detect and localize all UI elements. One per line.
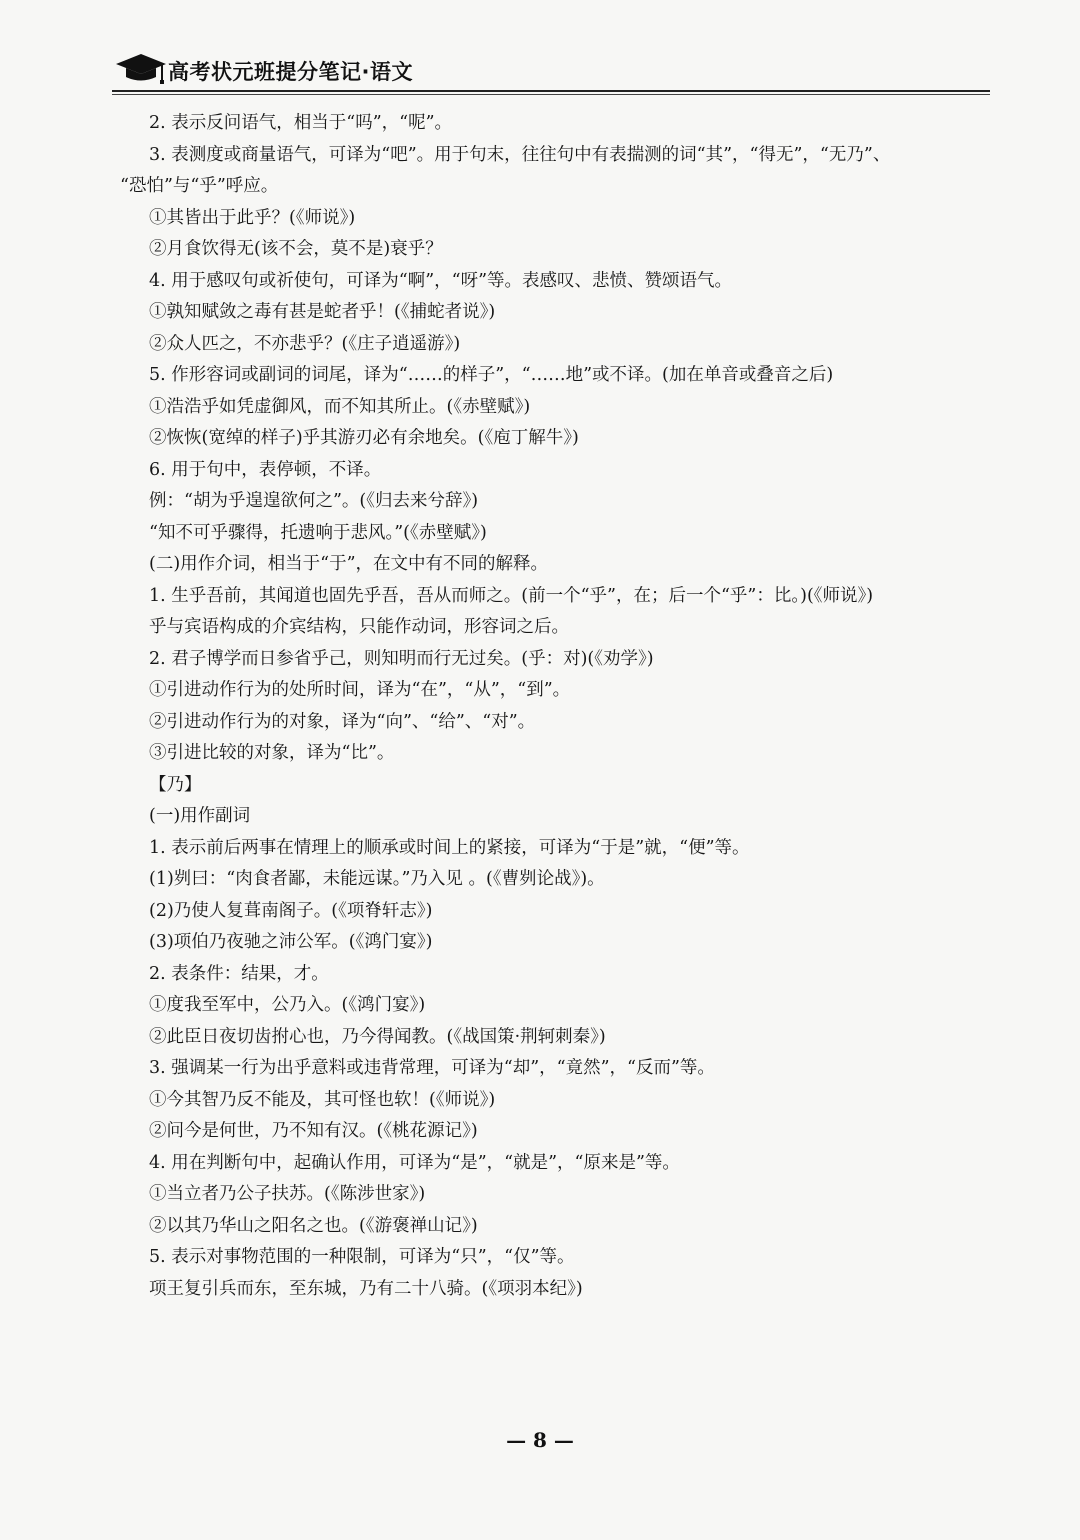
text-line: ①度我至军中，公乃入。(《鸿门宴》) — [149, 995, 426, 1015]
text-line: 4. 用在判断句中，起确认作用，可译为“是”，“就是”，“原来是”等。 — [149, 1152, 680, 1173]
text-line: 4. 用于感叹句或祈使句，可译为“啊”，“呀”等。表感叹、悲愤、赞颂语气。 — [149, 270, 733, 291]
text-line: ②引进动作行为的对象，译为“向”、“给”、“对”。 — [149, 711, 536, 732]
header-rule-thin — [112, 94, 990, 95]
graduation-cap-icon — [114, 50, 168, 86]
text-line: (一)用作副词 — [149, 806, 251, 826]
text-line: (3)项伯乃夜驰之沛公军。(《鸿门宴》) — [149, 932, 433, 952]
text-line: 乎与宾语构成的介宾结构，只能作动词，形容词之后。 — [149, 617, 569, 637]
text-line: ③引进比较的对象，译为“比”。 — [149, 743, 395, 763]
running-header — [112, 48, 990, 92]
text-line: 2. 表条件：结果，才。 — [149, 963, 329, 984]
text-line: (二)用作介词，相当于“于”，在文中有不同的解释。 — [149, 554, 549, 574]
text-line: ①孰知赋敛之毒有甚是蛇者乎！(《捕蛇者说》) — [149, 302, 496, 322]
text-line: ①今其智乃反不能及，其可怪也软！(《师说》) — [149, 1089, 496, 1110]
text-line: 6. 用于句中，表停顿，不译。 — [149, 459, 382, 480]
page-number: — 8 — — [506, 1428, 574, 1452]
text-line: (2)乃使人复葺南阁子。(《项脊轩志》) — [149, 900, 433, 921]
text-line: ①当立者乃公子扶苏。(《陈涉世家》) — [149, 1184, 426, 1204]
text-line: 5. 作形容词或副词的词尾，译为“……的样子”，“……地”或不译。(加在单音或叠音之后) — [149, 365, 834, 385]
text-line: ②以其乃华山之阳名之也。(《游褒禅山记》) — [149, 1215, 478, 1236]
text-line: 2. 君子博学而日参省乎己，则知明而行无过矣。(乎：对)(《劝学》) — [149, 648, 654, 669]
text-line: ①其皆出于此乎？(《师说》) — [149, 207, 356, 228]
header-rule — [112, 90, 990, 92]
text-line: ②此臣日夜切齿拊心也，乃今得闻教。(《战国策·荆轲刺秦》) — [149, 1026, 606, 1047]
text-line: ②恢恢(宽绰的样子)乎其游刃必有余地矣。(《庖丁解牛》) — [149, 428, 579, 448]
text-line: ①引进动作行为的处所时间，译为“在”，“从”，“到”。 — [149, 680, 571, 700]
text-line: 【乃】 — [149, 774, 202, 795]
text-line: “知不可乎骤得，托遗响于悲风。”(《赤壁赋》) — [149, 522, 487, 543]
header-title: 高考状元班提分笔记·语文 — [168, 60, 413, 84]
text-line: ①浩浩乎如凭虚御风，而不知其所止。(《赤壁赋》) — [149, 396, 531, 417]
text-line: 1. 表示前后两事在情理上的顺承或时间上的紧接，可译为“于是”就，“便”等。 — [149, 837, 750, 858]
text-line: 例：“胡为乎遑遑欲何之”。(《归去来兮辞》) — [149, 491, 479, 511]
text-line: 3. 强调某一行为出乎意料或违背常理，可译为“却”，“竟然”，“反而”等。 — [149, 1058, 715, 1078]
text-line: ②月食饮得无(该不会，莫不是)衰乎？ — [149, 239, 443, 259]
text-line: ②众人匹之，不亦悲乎？(《庄子逍遥游》) — [149, 333, 461, 354]
text-line: 1. 生乎吾前，其闻道也固先乎吾，吾从而师之。(前一个“乎”，在；后一个“乎”：比。)(《师说》) — [149, 585, 874, 606]
text-line: ②问今是何世，乃不知有汉。(《桃花源记》) — [149, 1121, 478, 1141]
text-line: (1)刿曰：“肉食者鄙，未能远谋。”乃入见 。(《曹刿论战》)。 — [149, 869, 605, 889]
text-line: 5. 表示对事物范围的一种限制，可译为“只”，“仅”等。 — [149, 1247, 575, 1267]
text-line: 2. 表示反问语气，相当于“吗”，“呢”。 — [149, 113, 453, 133]
text-line: “恐怕”与“乎”呼应。 — [120, 176, 279, 196]
page-body — [120, 108, 1000, 1305]
text-line: 项王复引兵而东，至东城，乃有二十八骑。(《项羽本纪》) — [149, 1278, 583, 1299]
text-line: 3. 表测度或商量语气，可译为“吧”。用于句末，往往句中有表揣测的词“其”，“得无”，“无乃”、 — [149, 144, 891, 165]
